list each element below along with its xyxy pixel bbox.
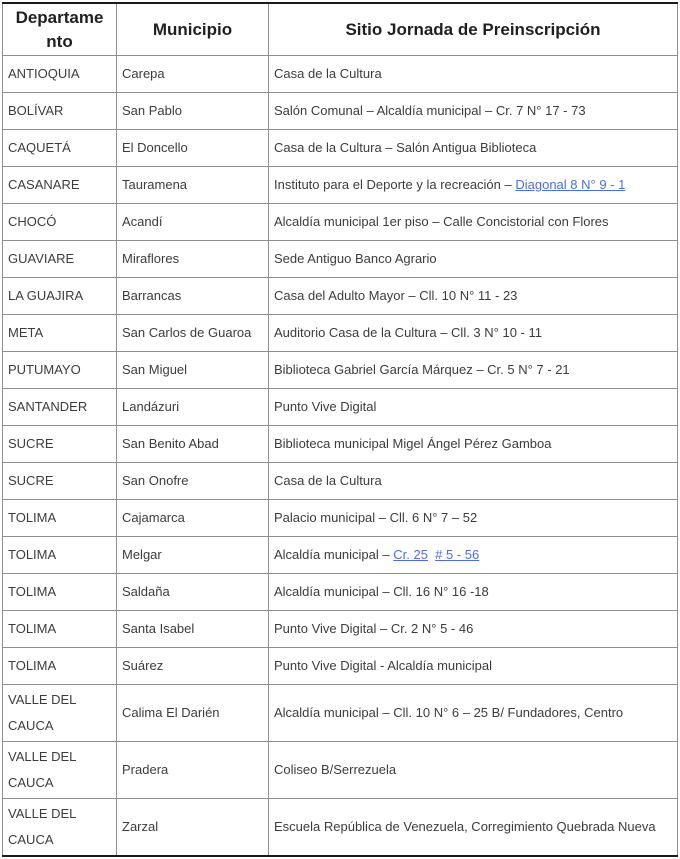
municipio-cell: Barrancas: [117, 278, 269, 315]
sitio-text: Alcaldía municipal –: [274, 547, 394, 562]
departamento-cell: ANTIOQUIA: [3, 56, 117, 93]
sitio-cell: [269, 537, 678, 574]
sitio-cell: [269, 241, 678, 278]
departamento-cell: VALLE DEL CAUCA: [3, 742, 117, 799]
table-row: [3, 537, 678, 574]
sitio-cell: [269, 204, 678, 241]
sitio-text: Salón Comunal – Alcaldía municipal – Cr. 7 N° 17 - 73: [274, 103, 586, 118]
departamento-cell: SANTANDER: [3, 389, 117, 426]
municipio-cell: Cajamarca: [117, 500, 269, 537]
sitio-text: Palacio municipal – Cll. 6 N° 7 – 52: [274, 510, 478, 525]
col-header-sitio-label: Sitio Jornada de Preinscripción: [345, 19, 601, 39]
sitio-cell: [269, 574, 678, 611]
sitio-text: Biblioteca municipal Migel Ángel Pérez Gamboa: [274, 436, 552, 451]
table-row: [3, 611, 678, 648]
municipio-cell: Calima El Darién: [117, 685, 269, 742]
municipio-cell: San Pablo: [117, 93, 269, 130]
sitio-text: Casa de la Cultura – Salón Antigua Biblioteca: [274, 140, 537, 155]
sitio-text: Coliseo B/Serrezuela: [274, 762, 397, 777]
sitio-cell: [269, 130, 678, 167]
departamento-cell: PUTUMAYO: [3, 352, 117, 389]
municipio-cell: Melgar: [117, 537, 269, 574]
col-header-sitio: [269, 3, 678, 56]
departamento-cell: TOLIMA: [3, 500, 117, 537]
sitio-cell: [269, 93, 678, 130]
sitio-text: Punto Vive Digital - Alcaldía municipal: [274, 658, 492, 673]
sitio-cell: [269, 426, 678, 463]
table-row: [3, 278, 678, 315]
sitio-cell: [269, 799, 678, 857]
municipio-cell: Suárez: [117, 648, 269, 685]
table-row: [3, 352, 678, 389]
table-row: [3, 389, 678, 426]
address-link[interactable]: Diagonal 8 N° 9 - 1: [515, 177, 626, 192]
departamento-cell: TOLIMA: [3, 537, 117, 574]
sitio-text: Auditorio Casa de la Cultura – Cll. 3 N° 10 - 11: [274, 325, 542, 340]
table-row: [3, 799, 678, 857]
address-link[interactable]: Cr. 25: [393, 547, 428, 562]
municipio-cell: San Onofre: [117, 463, 269, 500]
departamento-cell: BOLÍVAR: [3, 93, 117, 130]
departamento-cell: VALLE DEL CAUCA: [3, 685, 117, 742]
table-row: [3, 130, 678, 167]
sitio-text: Escuela República de Venezuela, Corregimiento Quebrada Nueva: [274, 819, 656, 834]
sitio-cell: [269, 352, 678, 389]
table-row: [3, 56, 678, 93]
table-row: [3, 574, 678, 611]
municipio-cell: Pradera: [117, 742, 269, 799]
sitio-text: Biblioteca Gabriel García Márquez – Cr. 5 N° 7 - 21: [274, 362, 570, 377]
sitio-text: Instituto para el Deporte y la recreación –: [274, 177, 516, 192]
municipio-cell: Zarzal: [117, 799, 269, 857]
municipio-cell: Tauramena: [117, 167, 269, 204]
departamento-cell: LA GUAJIRA: [3, 278, 117, 315]
header-row: [3, 3, 678, 56]
municipio-cell: Landázuri: [117, 389, 269, 426]
table-body: [3, 56, 678, 857]
sitio-text: Sede Antiguo Banco Agrario: [274, 251, 437, 266]
table-row: [3, 742, 678, 799]
departamento-cell: VALLE DEL CAUCA: [3, 799, 117, 857]
departamento-cell: TOLIMA: [3, 648, 117, 685]
departamento-cell: META: [3, 315, 117, 352]
sitio-cell: [269, 389, 678, 426]
sitio-cell: [269, 167, 678, 204]
table-row: [3, 204, 678, 241]
departamento-cell: TOLIMA: [3, 574, 117, 611]
municipio-cell: San Miguel: [117, 352, 269, 389]
sitio-text: Punto Vive Digital – Cr. 2 N° 5 - 46: [274, 621, 474, 636]
sitio-cell: [269, 648, 678, 685]
departamento-cell: CASANARE: [3, 167, 117, 204]
departamento-cell: SUCRE: [3, 463, 117, 500]
address-link[interactable]: # 5 - 56: [435, 547, 480, 562]
sitio-text: Casa de la Cultura: [274, 66, 382, 81]
preinscripcion-table: [2, 2, 678, 857]
sitio-cell: [269, 315, 678, 352]
departamento-cell: GUAVIARE: [3, 241, 117, 278]
table-row: [3, 426, 678, 463]
col-header-departamento-label: Departamento: [15, 7, 104, 51]
departamento-cell: TOLIMA: [3, 611, 117, 648]
col-header-municipio-label: Municipio: [152, 19, 233, 39]
sitio-cell: [269, 611, 678, 648]
sitio-text: Alcaldía municipal 1er piso – Calle Concistorial con Flores: [274, 214, 609, 229]
municipio-cell: San Benito Abad: [117, 426, 269, 463]
table-row: [3, 93, 678, 130]
sitio-cell: [269, 685, 678, 742]
departamento-cell: CHOCÓ: [3, 204, 117, 241]
table-row: [3, 685, 678, 742]
sitio-text: Alcaldía municipal – Cll. 10 N° 6 – 25 B/ Fundadores, Centro: [274, 705, 624, 720]
municipio-cell: Miraflores: [117, 241, 269, 278]
municipio-cell: Saldaña: [117, 574, 269, 611]
sitio-text: Casa del Adulto Mayor – Cll. 10 N° 11 - 23: [274, 288, 518, 303]
col-header-municipio: [117, 3, 269, 56]
sitio-cell: [269, 278, 678, 315]
table-row: [3, 167, 678, 204]
sitio-text: Punto Vive Digital: [274, 399, 377, 414]
municipio-cell: El Doncello: [117, 130, 269, 167]
table-row: [3, 315, 678, 352]
municipio-cell: Acandí: [117, 204, 269, 241]
sitio-cell: [269, 56, 678, 93]
municipio-cell: San Carlos de Guaroa: [117, 315, 269, 352]
sitio-cell: [269, 463, 678, 500]
table-row: [3, 463, 678, 500]
sitio-text: Casa de la Cultura: [274, 473, 382, 488]
table-row: [3, 648, 678, 685]
col-header-departamento: [3, 3, 117, 56]
table-row: [3, 500, 678, 537]
sitio-cell: [269, 742, 678, 799]
municipio-cell: Carepa: [117, 56, 269, 93]
table-row: [3, 241, 678, 278]
departamento-cell: CAQUETÁ: [3, 130, 117, 167]
municipio-cell: Santa Isabel: [117, 611, 269, 648]
sitio-cell: [269, 500, 678, 537]
departamento-cell: SUCRE: [3, 426, 117, 463]
sitio-text: Alcaldía municipal – Cll. 16 N° 16 -18: [274, 584, 489, 599]
